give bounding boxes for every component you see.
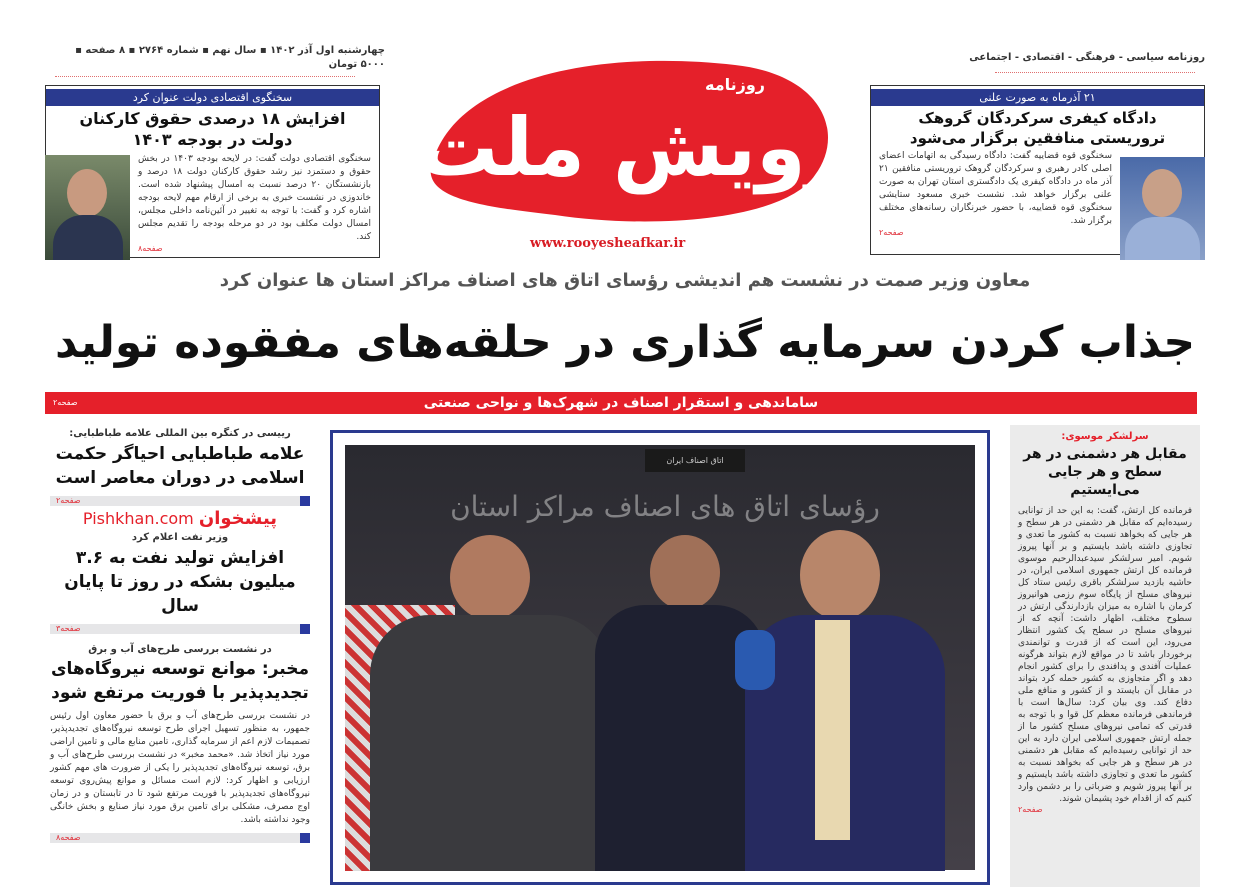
divider xyxy=(995,72,1195,73)
lead-photo xyxy=(345,445,975,870)
photo-wall-text: رؤسای اتاق های اصناف مراکز استان xyxy=(450,490,880,523)
page-ref[interactable]: صفحه۳ xyxy=(56,624,81,633)
lead-photo-frame xyxy=(330,430,990,885)
story-headline[interactable]: افزایش ۱۸ درصدی حقوق کارکنان دولت در بودجه ۱۴۰۳ xyxy=(79,109,346,149)
page-strip xyxy=(50,496,310,506)
minister-photo xyxy=(45,155,130,260)
issue-info: چهارشنبه اول آذر ۱۴۰۲ ▪ سال نهم ▪ شماره ۲۷۶۴ ▪ ۸ صفحه ▪ ۵۰۰۰ تومان xyxy=(75,45,385,70)
right-column xyxy=(1010,425,1200,887)
logo-text: رویش ملت xyxy=(418,101,845,194)
newspaper-logo xyxy=(405,45,845,235)
story-kicker: در نشست بررسی طرح‌های آب و برق xyxy=(88,644,272,655)
story-kicker: سرلشکر موسوی: xyxy=(1061,431,1149,442)
page-ref[interactable]: صفحه۲ xyxy=(56,496,81,505)
page-ref[interactable]: صفحه۲ xyxy=(53,398,78,407)
page-strip xyxy=(50,624,310,634)
page-ref[interactable]: صفحه۲ xyxy=(1018,804,1043,814)
lead-kicker: معاون وزیر صمت در نشست هم اندیشی رؤسای اتاق های اصناف مراکز استان ها عنوان کرد xyxy=(219,270,1031,291)
story-banner: ۲۱ آذرماه به صورت علنی xyxy=(871,89,1204,106)
page-strip xyxy=(50,833,310,843)
story-headline[interactable]: مقابل هر دشمنی در هر سطح و هر جایی می‌ایستیم xyxy=(1023,446,1187,499)
story-headline[interactable]: علامه طباطبایی احیاگر حکمت اسلامی در دوران معاصر است xyxy=(55,444,305,488)
photo-sign: اتاق اصناف ایران xyxy=(645,449,745,472)
watermark-script: پیشخوان xyxy=(198,508,278,529)
story-kicker: وزیر نفت اعلام کرد xyxy=(131,532,229,543)
spokesman-photo xyxy=(1120,157,1205,260)
page-ref[interactable]: صفحه۸ xyxy=(138,243,163,253)
logo-prefix: روزنامه xyxy=(705,75,765,94)
watermark-url: Pishkhan.com xyxy=(82,509,194,528)
story-headline[interactable]: افزایش تولید نفت به ۳.۶ میلیون بشکه در روز تا پایان سال xyxy=(64,548,296,616)
divider xyxy=(55,76,355,77)
website-url[interactable]: www.rooyesheafkar.ir xyxy=(530,236,686,251)
story-banner: سخنگوی اقتصادی دولت عنوان کرد xyxy=(46,89,379,106)
lead-headline[interactable]: جذاب کردن سرمایه گذاری در حلقه‌های مفقوده تولید xyxy=(54,317,1196,368)
story-kicker: رییسی در کنگره بین المللی علامه طباطبایی: xyxy=(69,428,291,439)
story-body: سخنگوی اقتصادی دولت گفت: در لایحه بودجه ۱۴۰۳ در بخش حقوق و دستمزد نیز رشد حقوق کارکنان دولت ۱۸ درصد و بازنشستگان ۲۰ درصد نسبت به امسال پیشنهاد شده است. خاندوزی در نشست خبری به برخی از ارقام مهم لایحه بودجه اشاره کرد و گفت: با توجه به تغییر در آئین‌نامه داخلی مجلس، امسال دولت مکلف بود در دو مرحله بودجه را تقدیم مجلس کند. xyxy=(138,153,371,242)
page-ref[interactable]: صفحه۲ xyxy=(879,228,904,237)
story-headline[interactable]: دادگاه کیفری سرکردگان گروهک تروریستی منافقین برگزار می‌شود xyxy=(909,109,1166,147)
story-body: فرمانده کل ارتش، گفت: به این حد از توانایی رسیده‌ایم که مقابل هر دشمنی در هر سطح و هر جایی که بخواهد نسبت به کشور ما تعدی و تجاوزی داشته باشد بایستیم و بر آنها پیروز شویم. امیر سرلشکر سیدعبدالرحیم موسوی فرمانده کل ارتش جمهوری اسلامی ایران، در حاشیه بازدید سرلشکر باقری رئیس ستاد کل نیروهای مسلح از پایگاه سوم رزمی هوانیروز کرمان با اشاره به میزان بازدارندگی ارتش در سطوح مختلف، اظهار داشت: آنچه که از نیروهای مسلح در سطح یک کشور انتظار می‌رود، این است که از قدرت و توانمندی برخوردار باشد تا در مواقع لازم بتواند هرگونه عملیات آفندی و پدافندی را برای کشور انجام دهد و اگر متجاوزی به کشور حمله کرد بتواند در مقابل آن بایستد و از کشور و منافع ملی دفاع کند. وی بیان کرد: سال‌ها است با فرماندهی فرمانده معظم کل قوا و با توجه به قدرتی که تمامی نیروهای مسلح کشور ما از جمله ارتش جمهوری اسلامی ایران دارد به این حد از توانایی رسیده‌ایم که مقابل هر دشمنی در هر سطح و هر جایی که بخواهد نسبت به کشور ما تعدی و تجاوزی داشته باشد بایستیم و بر آنها پیروز شویم و ضرباتی را بر دشمن وارد کنیم که از اقدام خود پشیمان شوند. xyxy=(1018,505,1192,804)
page-ref[interactable]: صفحه۸ xyxy=(56,833,81,842)
left-column xyxy=(50,428,310,843)
story-headline[interactable]: مخبر: موانع توسعه نیروگاه‌های تجدیدپذیر با فوریت مرتفع شود xyxy=(50,659,310,703)
story-body: سخنگوی قوه قضاییه گفت: دادگاه رسیدگی به اتهامات اعضای اصلی کادر رهبری و سرکردگان گروهک تروریستی منافقین ۲۱ آذر ماه در دادگاه کیفری یک دادگستری استان تهران به صورت علنی برگزار خواهد شد. نشست خبری مسعود ستایشی سخنگوی قوه قضاییه، با حضور خبرنگاران رسانه‌های مختلف برگزار شد. xyxy=(879,151,1112,226)
subhead-text: ساماندهی و استقرار اصناف در شهرک‌ها و نواحی صنعتی xyxy=(423,395,819,411)
tagline: روزنامه سیاسی - فرهنگی - اقتصادی - اجتماعی xyxy=(969,52,1205,63)
watermark xyxy=(50,508,310,530)
lead-subhead xyxy=(45,392,1197,414)
story-body: در نشست بررسی طرح‌های آب و برق با حضور معاون اول رئیس جمهور، به منظور تسهیل اجرای طرح توسعه نیروگاه‌های تجدیدپذیر، تصمیمات لازم اعم از سرمایه گذاری، تامین منابع مالی و تامین اراضی مورد نیاز اتخاذ شد. «محمد مخبر» در نشست بررسی طرح‌های آب و برق، توسعه نیروگاه‌های تجدیدپذیر را یکی از ضرورت های مهم کشور ارزیابی و اظهار کرد: لازم است مسائل و موانع پیش‌روی توسعه نیروگاه‌های تجدیدپذیر با فوریت مرتفع شود تا در تابستان و در زمان اوج مصرف، مشکلی برای تامین برق مورد نیاز صنایع و بخش خانگی وجود نداشته باشد. xyxy=(50,711,310,825)
